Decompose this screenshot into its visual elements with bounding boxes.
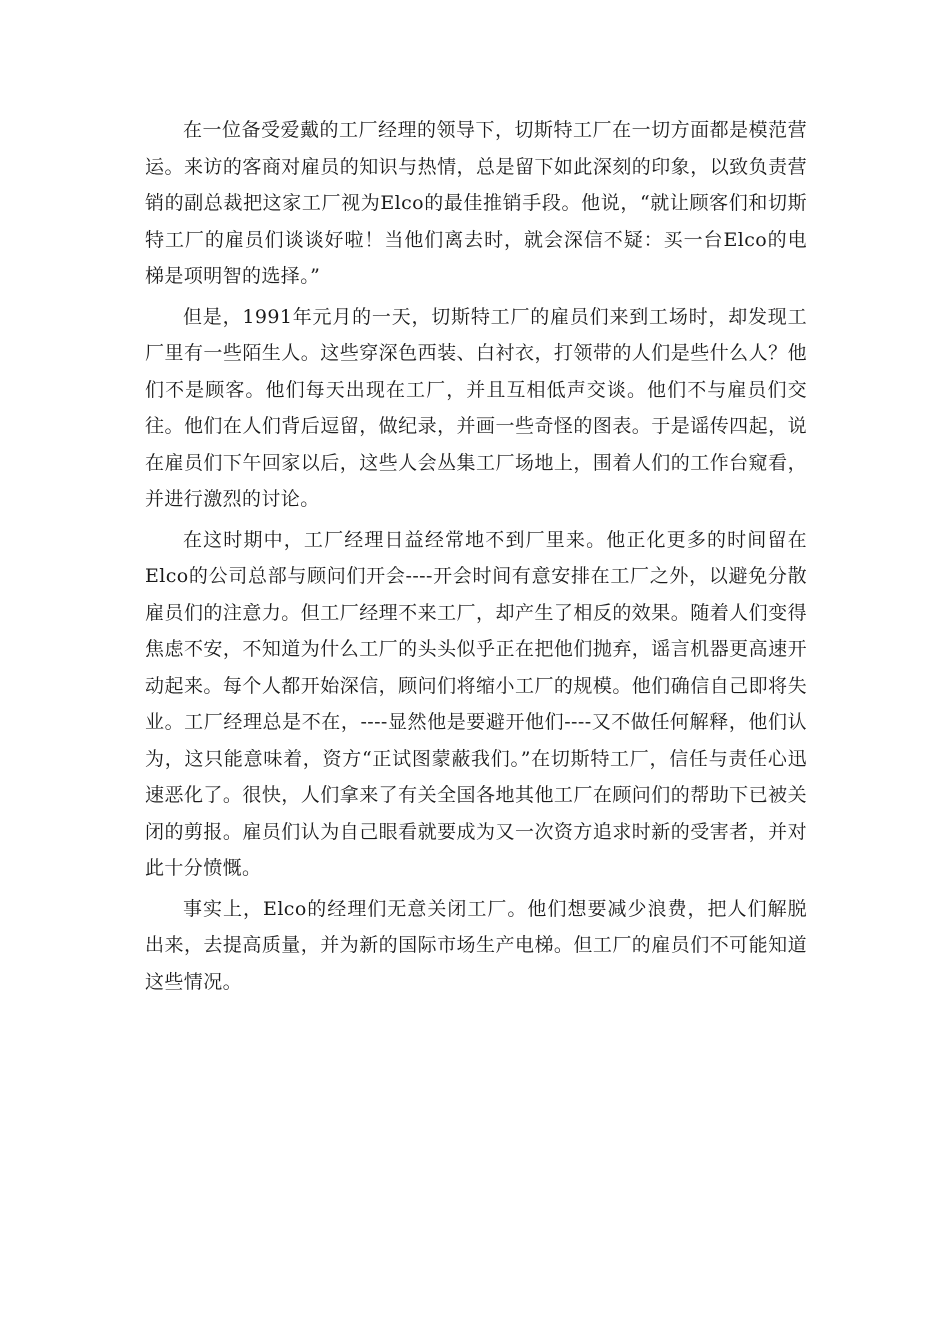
- paragraph-3: 在这时期中，工厂经理日益经常地不到厂里来。他正化更多的时间留在Elco的公司总部与顾问们开会----开会时间有意安排在工厂之外，以避免分散雇员们的注意力。但工厂经理不来工厂，却产生了相反的效果。随着人们变得焦虑不安，不知道为什么工厂的头头似乎正在把他们抛弃，谣言机器更高速开动起来。每个人都开始深信，顾问们将缩小工厂的规模。他们确信自己即将失业。工厂经理总是不在，----显然他是要避开他们----又不做任何解释，他们认为，这只能意味着，资方“正试图蒙蔽我们。”在切斯特工厂，信任与责任心迅速恶化了。很快，人们拿来了有关全国各地其他工厂在顾问们的帮助下已被关闭的剪报。雇员们认为自己眼看就要成为又一次资方追求时新的受害者，并对此十分愤慨。: [145, 528, 807, 879]
- paragraph-1: 在一位备受爱戴的工厂经理的领导下，切斯特工厂在一切方面都是模范营运。来访的客商对雇员的知识与热情，总是留下如此深刻的印象，以致负责营销的副总裁把这家工厂视为Elco的最佳推销手段。他说，“就让顾客们和切斯特工厂的雇员们谈谈好啦！当他们离去时，就会深信不疑：买一台Elco的电梯是项明智的选择。”: [145, 119, 807, 287]
- paragraph-2: 但是，1991年元月的一天，切斯特工厂的雇员们来到工场时，却发现工厂里有一些陌生人。这些穿深色西装、白衬衣，打领带的人们是些什么人？他们不是顾客。他们每天出现在工厂，并且互相低声交谈。他们不与雇员们交往。他们在人们背后逗留，做纪录，并画一些奇怪的图表。于是谣传四起，说在雇员们下午回家以后，这些人会丛集工厂场地上，围着人们的工作台窥看，并进行激烈的讨论。: [145, 305, 807, 510]
- document-body: [145, 112, 807, 1004]
- paragraph-4: 事实上，Elco的经理们无意关闭工厂。他们想要减少浪费，把人们解脱出来，去提高质量，并为新的国际市场生产电梯。但工厂的雇员们不可能知道这些情况。: [145, 897, 807, 993]
